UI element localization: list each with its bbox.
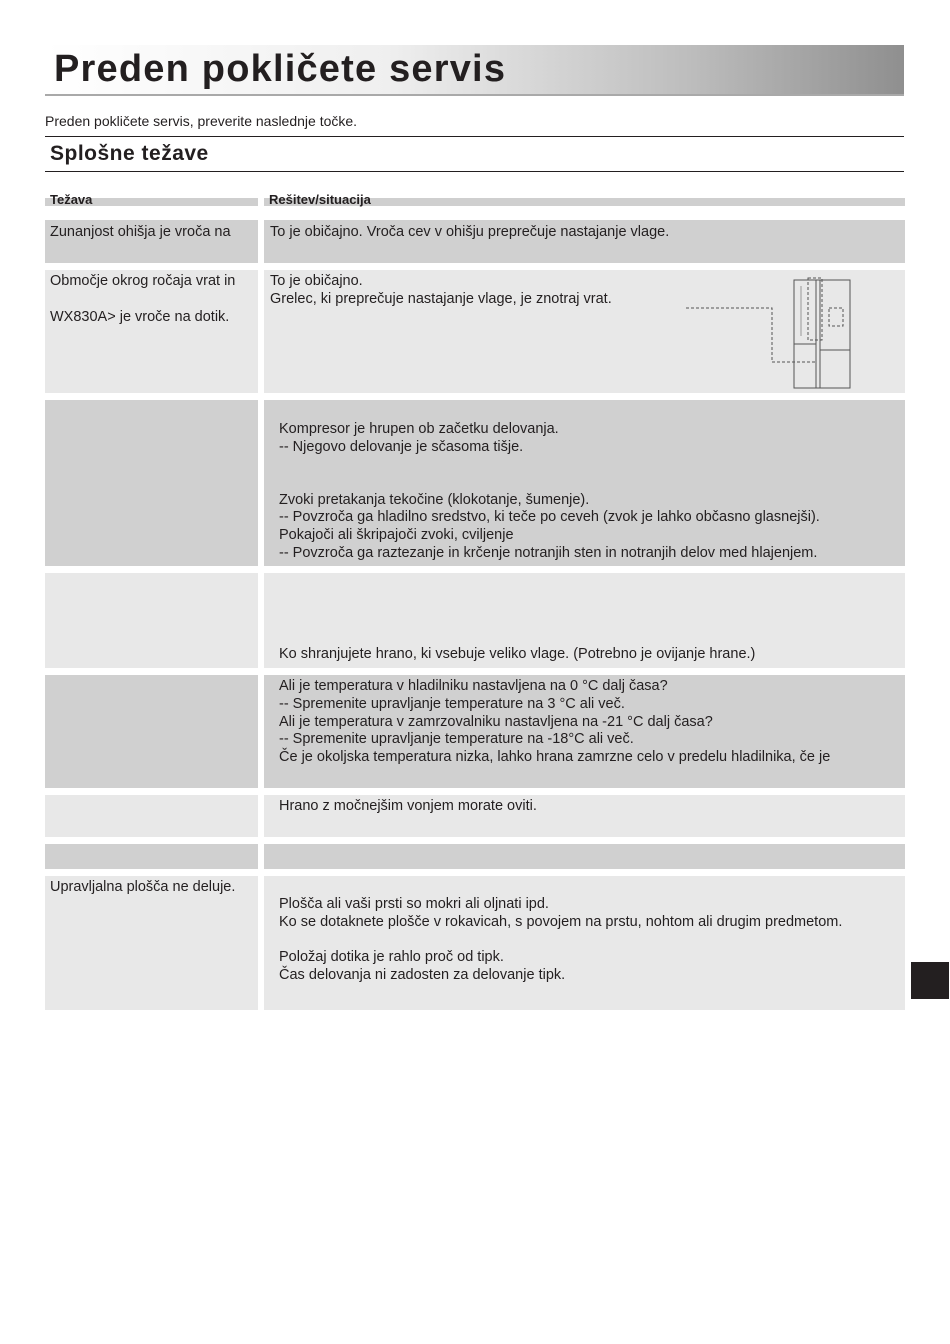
fridge-diagram-icon xyxy=(684,276,854,390)
solution-cell xyxy=(264,573,905,668)
problem-cell xyxy=(45,844,258,869)
column-header-solution: Rešitev/situacija xyxy=(269,192,371,207)
problem-cell xyxy=(45,220,258,263)
solution-line: Položaj dotika je rahlo proč od tipk. xyxy=(279,949,504,966)
solution-line: Grelec, ki preprečuje nastajanje vlage, je znotraj vrat. xyxy=(270,290,612,307)
solution-line: Ali je temperatura v hladilniku nastavljena na 0 °C dalj časa? xyxy=(279,678,668,694)
page-tab-marker xyxy=(911,962,949,999)
problem-line xyxy=(50,291,258,309)
solution-cell xyxy=(264,675,905,788)
solution-line: -- Njegovo delovanje je sčasoma tišje. xyxy=(279,438,524,455)
solution-line: -- Spremenite upravljanje temperature na 3 °C ali več. xyxy=(279,695,625,712)
column-header-problem: Težava xyxy=(50,192,93,207)
solution-line: Ko shranjujete hrano, ki vsebuje veliko vlage. (Potrebno je ovijanje hrane.) xyxy=(279,646,756,662)
solution-line: Ko se dotaknete plošče v rokavicah, s povojem na prstu, nohtom ali drugim predmetom. xyxy=(279,913,843,930)
problem-line: Zunanjost ohišja je vroča na xyxy=(50,224,231,240)
solution-line: Čas delovanja ni zadosten za delovanje tipk. xyxy=(279,967,566,984)
problem-line: Območje okrog ročaja vrat in xyxy=(50,273,236,289)
solution-cell xyxy=(264,795,905,837)
solution-cell xyxy=(264,876,905,1010)
problem-cell xyxy=(45,400,258,566)
solution-line xyxy=(279,457,905,492)
solution-line: To je običajno. xyxy=(270,273,363,289)
title-bar xyxy=(45,45,904,96)
problem-cell xyxy=(45,270,258,393)
problem-cell xyxy=(45,876,258,1010)
solution-line: Če je okoljska temperatura nizka, lahko hrana zamrzne celo v predelu hladilnika, če je xyxy=(279,749,831,766)
section-title: Splošne težave xyxy=(50,142,209,165)
problem-line: WX830A> je vroče na dotik. xyxy=(50,308,230,325)
divider xyxy=(45,136,904,137)
solution-line xyxy=(279,932,905,950)
problem-cell xyxy=(45,795,258,837)
problem-line: Upravljalna plošča ne deluje. xyxy=(50,879,236,895)
solution-cell xyxy=(264,844,905,869)
page-title: Preden pokličete servis xyxy=(54,48,507,90)
solution-cell xyxy=(264,220,905,263)
solution-line: -- Povzroča ga raztezanje in krčenje notranjih sten in notranjih delov med hlajenjem. xyxy=(279,544,818,561)
solution-line: -- Povzroča ga hladilno sredstvo, ki teče po ceveh (zvok je lahko občasno glasnejši). xyxy=(279,509,820,526)
problem-cell xyxy=(45,675,258,788)
solution-cell xyxy=(264,400,905,566)
divider xyxy=(45,171,904,172)
problem-cell xyxy=(45,573,258,668)
solution-line: Plošča ali vaši prsti so mokri ali oljnati ipd. xyxy=(279,896,549,912)
solution-line: Pokajoči ali škripajoči zvoki, cviljenje xyxy=(279,527,514,544)
solution-line: -- Spremenite upravljanje temperature na -18°C ali več. xyxy=(279,731,634,748)
solution-line: Hrano z močnejšim vonjem morate oviti. xyxy=(279,798,537,814)
solution-line: Kompresor je hrupen ob začetku delovanja. xyxy=(279,421,559,437)
solution-line: To je običajno. Vroča cev v ohišju preprečuje nastajanje vlage. xyxy=(270,224,670,240)
solution-line: Zvoki pretakanja tekočine (klokotanje, šumenje). xyxy=(279,491,590,508)
solution-line: Ali je temperatura v zamrzovalniku nastavljena na -21 °C dalj časa? xyxy=(279,713,713,730)
intro-text: Preden pokličete servis, preverite naslednje točke. xyxy=(45,113,358,129)
